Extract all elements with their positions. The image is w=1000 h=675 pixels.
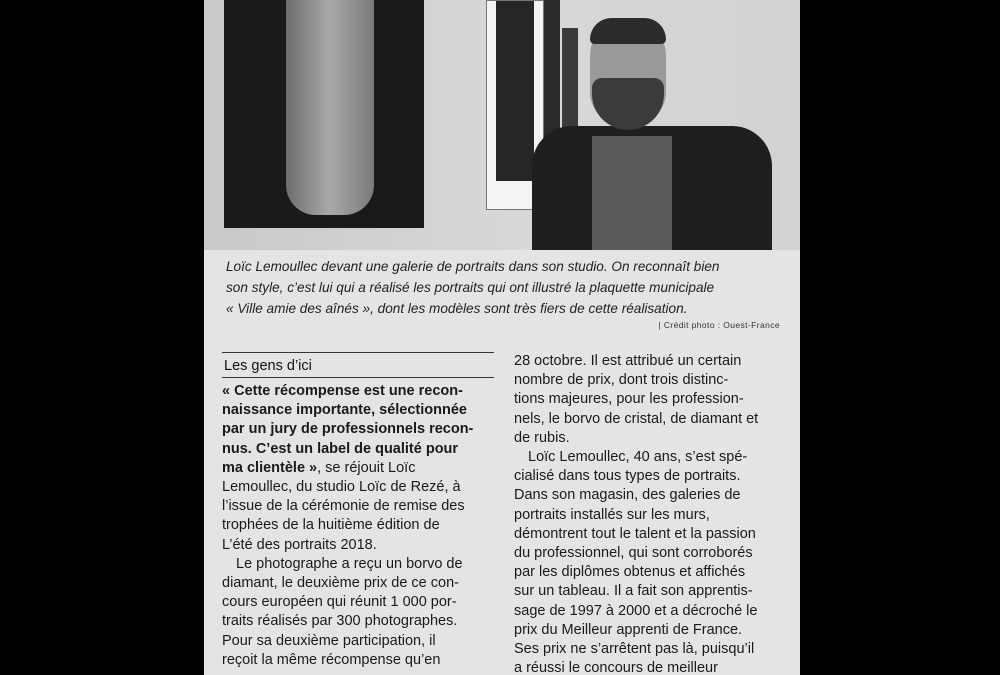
- photo-caption: [226, 256, 794, 319]
- body-line: sur un tableau. Il a fait son apprentis-: [514, 583, 753, 600]
- article-column-left: [222, 352, 494, 670]
- body-line: Pour sa deuxième participation, il: [222, 632, 436, 649]
- lead-line: naissance importante, sélectionnée: [222, 402, 467, 419]
- article-photo: [204, 0, 800, 250]
- body-line: reçoit la même récompense qu’en: [222, 651, 441, 668]
- newspaper-clipping: [204, 0, 800, 675]
- portrait-frame-inner: [496, 1, 534, 181]
- caption-line: Loïc Lemoullec devant une galerie de portraits dans son studio. On reconnaît bien: [226, 259, 720, 274]
- body-line: nombre de prix, dont trois distinc-: [514, 372, 729, 389]
- rubric-rule-bottom: [222, 377, 494, 378]
- body-line: Dans son magasin, des galeries de: [514, 487, 741, 504]
- body-line: nels, le borvo de cristal, de diamant et: [514, 410, 759, 427]
- body-line: Le photographe a reçu un borvo de: [236, 555, 463, 572]
- lead-line: « Cette récompense est une recon-: [222, 383, 463, 399]
- photographer-hair: [590, 18, 666, 44]
- article-column-right: [514, 352, 790, 675]
- body-line: sage de 1997 à 2000 et a décroché le: [514, 602, 758, 619]
- mixed-line: [222, 459, 494, 478]
- caption-line: son style, c’est lui qui a réalisé les portraits qui ont illustré la plaquette municipale: [226, 280, 715, 295]
- photo-credit: | Crédit photo : Ouest-France: [658, 320, 780, 330]
- body-line: traits réalisés par 300 photographes.: [222, 613, 458, 630]
- body-line: cours européen qui réunit 1 000 por-: [222, 594, 457, 611]
- body-line: du professionnel, qui sont corroborés: [514, 545, 753, 562]
- body-line: diamant, le deuxième prix de ce con-: [222, 575, 459, 592]
- body-line: par les diplômes obtenus et affichés: [514, 564, 746, 581]
- body-line: a réussi le concours de meilleur: [514, 660, 718, 675]
- body-line: Ses prix ne s’arrêtent pas là, puisqu’il: [514, 641, 755, 658]
- article-body-left: [222, 382, 494, 670]
- photographer-beard: [592, 78, 664, 130]
- body-line: démontrent tout le talent et la passion: [514, 525, 756, 542]
- quote-end: ma clientèle »: [222, 459, 318, 476]
- photographer-shirt: [592, 136, 672, 250]
- lead-line: nus. C’est un label de qualité pour: [222, 440, 459, 457]
- quote-attribution: , se réjouit Loïc: [317, 459, 416, 476]
- article-body-right: [514, 352, 790, 675]
- body-line: cialisé dans tous types de portraits.: [514, 468, 741, 485]
- body-line: Loïc Lemoullec, 40 ans, s’est spé-: [528, 449, 748, 466]
- photographer-figure: [532, 18, 772, 250]
- body-line: L’été des portraits 2018.: [222, 536, 377, 553]
- body-line: Lemoullec, du studio Loïc de Rezé, à: [222, 479, 461, 496]
- caption-line: « Ville amie des aînés », dont les modèles sont très fiers de cette réalisation.: [226, 301, 688, 316]
- body-line: tions majeures, pour les profession-: [514, 391, 744, 408]
- portrait-frame-large: [224, 0, 424, 228]
- portrait-figure: [286, 0, 374, 215]
- lead-line: par un jury de professionnels recon-: [222, 421, 474, 438]
- body-line: l’issue de la cérémonie de remise des: [222, 498, 465, 515]
- rubric-label: Les gens d’ici: [224, 358, 312, 374]
- body-line: de rubis.: [514, 429, 570, 446]
- body-line: portraits installés sur les murs,: [514, 506, 710, 523]
- body-line: prix du Meilleur apprenti de France.: [514, 621, 743, 638]
- body-line: trophées de la huitième édition de: [222, 517, 440, 534]
- body-line: 28 octobre. Il est attribué un certain: [514, 353, 742, 369]
